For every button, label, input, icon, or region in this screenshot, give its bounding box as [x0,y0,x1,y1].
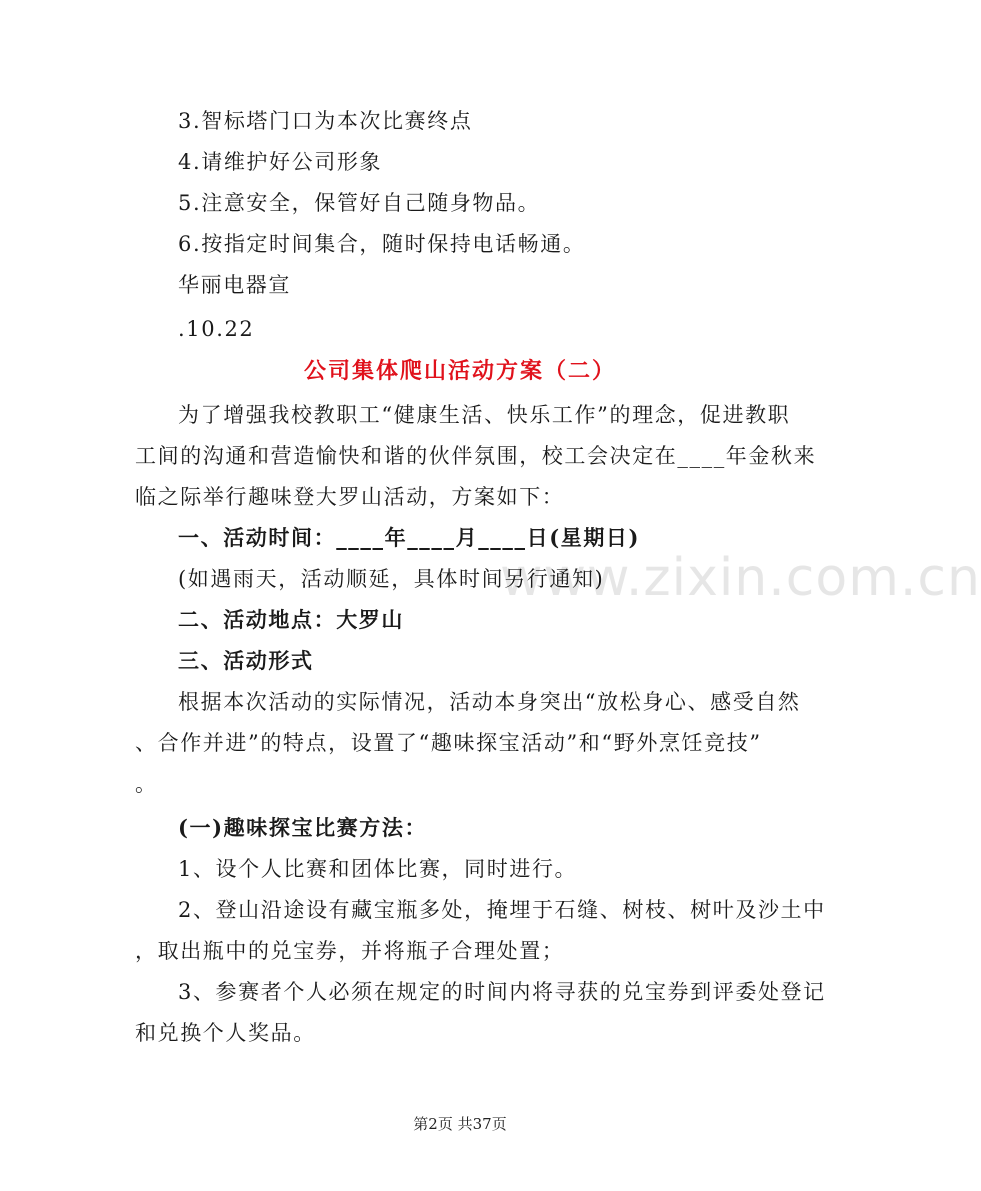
paragraph-line: 、合作并进”的特点，设置了“趣味探宝活动”和“野外烹饪竞技” [135,731,762,755]
section-note: (如遇雨天，活动顺延，具体时间另行通知) [178,567,605,591]
paragraph-line: 。 [135,772,158,796]
rule-line: 3、参赛者个人必须在规定的时间内将寻获的兑宝券到评委处登记 [178,980,826,1004]
subsection-heading: (一)趣味探宝比赛方法： [178,815,428,840]
paragraph-line: 为了增强我校教职工“健康生活、快乐工作”的理念，促进教职 [178,403,791,427]
rule-line: 2、登山沿途设有藏宝瓶多处，掩埋于石缝、树枝、树叶及沙土中 [178,898,826,922]
page-footer: 第2页 共37页 [413,1115,507,1133]
signature: 华丽电器宣 [178,273,291,297]
rule-line: 1、设个人比赛和团体比赛，同时进行。 [178,857,578,881]
page-title: 公司集体爬山活动方案（二） [303,358,616,384]
paragraph-line: 根据本次活动的实际情况，活动本身突出“放松身心、感受自然 [178,690,801,714]
paragraph-line: 临之际举行趣味登大罗山活动，方案如下： [135,485,565,509]
list-item: 3.智标塔门口为本次比赛终点 [178,109,473,133]
section-heading-location: 二、活动地点：大罗山 [178,607,404,632]
paragraph-line: 工间的沟通和营造愉快和谐的伙伴氛围，校工会决定在____年金秋来 [135,444,817,468]
list-item: 4.请维护好公司形象 [178,150,383,174]
date: .10.22 [178,317,255,341]
rule-line: ，取出瓶中的兑宝券，并将瓶子合理处置； [135,939,565,963]
watermark: www.zixin.com.cn [500,548,981,608]
section-heading-format: 三、活动形式 [178,648,314,673]
list-item: 6.按指定时间集合，随时保持电话畅通。 [178,232,586,256]
list-item: 5.注意安全，保管好自己随身物品。 [178,191,541,215]
section-heading-time: 一、活动时间：____年____月____日(星期日) [178,525,641,550]
rule-line: 和兑换个人奖品。 [135,1021,316,1045]
